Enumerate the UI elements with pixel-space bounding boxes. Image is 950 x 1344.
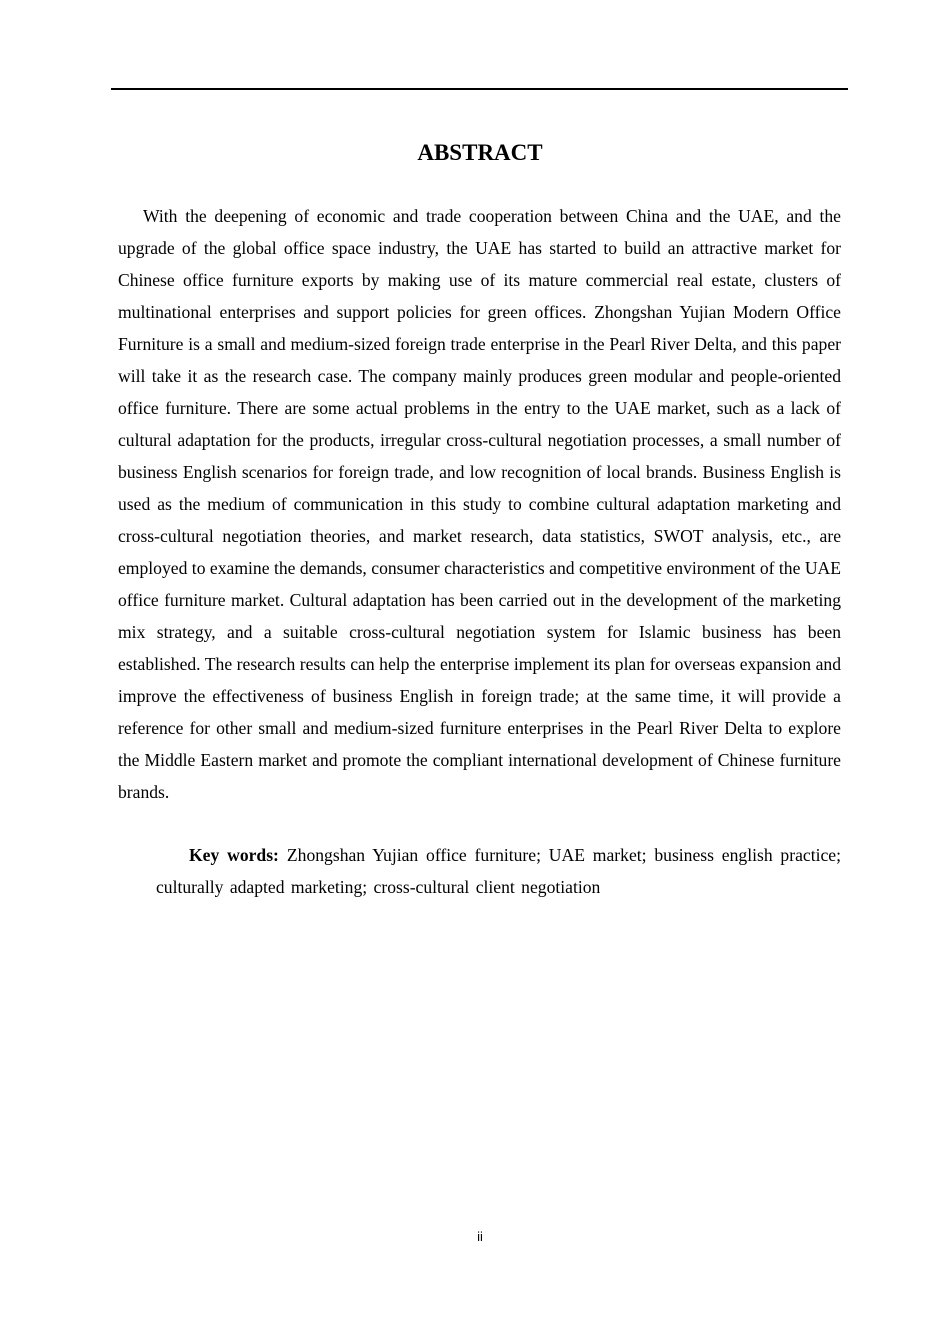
page-number: ii <box>477 1229 483 1244</box>
keywords-text: Zhongshan Yujian office furniture; UAE market; business english practice; culturally adapted marketing; cross-cultural client negotiation <box>156 845 841 897</box>
abstract-paragraph: With the deepening of economic and trade cooperation between China and the UAE, and the upgrade of the global office space industry, the UAE has started to build an attractive market for Chinese office furniture exports by making use of its mature commercial real estate, clusters of multinational enterprises and support policies for green offices. Zhongshan Yujian Modern Office Furniture is a small and medium-sized foreign trade enterprise in the Pearl River Delta, and this paper will take it as the research case. The company mainly produces green modular and people-oriented office furniture. There are some actual problems in the entry to the UAE market, such as a lack of cultural adaptation for the products, irregular cross-cultural negotiation processes, a small number of business English scenarios for foreign trade, and low recognition of local brands. Business English is used as the medium of communication in this study to combine cultural adaptation marketing and cross-cultural negotiation theories, and market research, data statistics, SWOT analysis, etc., are employed to examine the demands, consumer characteristics and competitive environment of the UAE office furniture market. Cultural adaptation has been carried out in the development of the marketing mix strategy, and a suitable cross-cultural negotiation system for Islamic business has been established. The research results can help the enterprise implement its plan for overseas expansion and improve the effectiveness of business English in foreign trade; at the same time, it will provide a reference for other small and medium-sized furniture enterprises in the Pearl River Delta to explore the Middle Eastern market and promote the compliant international development of Chinese furniture brands. <box>118 206 841 802</box>
keywords-label: Key words: <box>189 845 279 865</box>
keywords-paragraph <box>156 839 841 903</box>
abstract-title: ABSTRACT <box>417 140 543 165</box>
header-rule <box>111 88 848 90</box>
